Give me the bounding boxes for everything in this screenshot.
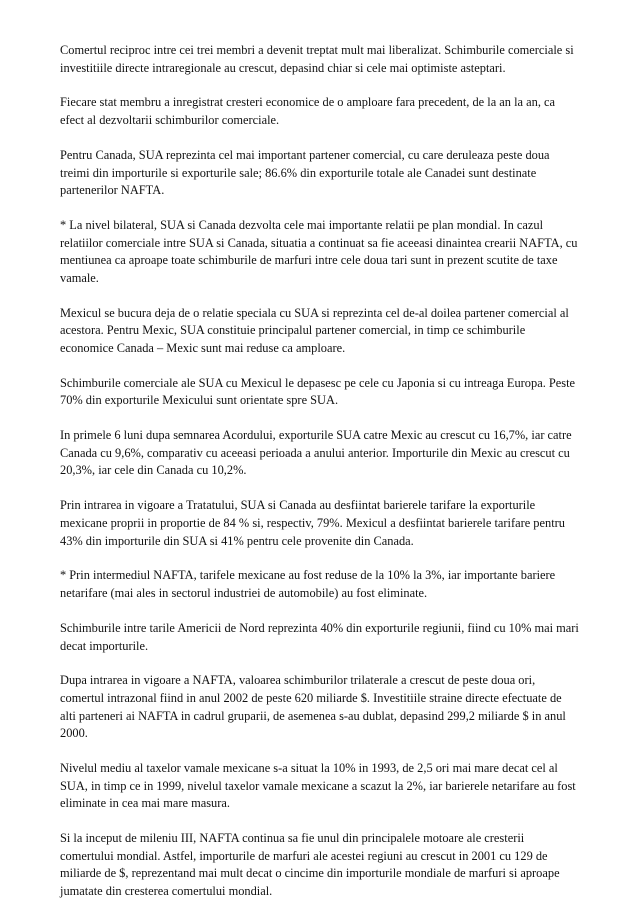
- paragraph-11: Dupa intrarea in vigoare a NAFTA, valoarea schimburilor trilaterale a crescut de peste doua ori, comertul intrazonal fiind in anul 2002 de peste 620 miliarde $. Investitiile straine directe efectuate de alti parteneri ai NAFTA in cadrul gruparii, de asemenea s-au dublat, depasind 299,2 miliarde $ in anul 2000.: [60, 673, 566, 741]
- paragraph-4: * La nivel bilateral, SUA si Canada dezvolta cele mai importante relatii pe plan mondial. In cazul relatiilor comerciale intre SUA si Canada, situatia a continuat sa fie aceeasi dinaintea crearii NAFTA, cu mentiunea ca aproape toate schimburile de marfuri intre cele doua tari sunt in prezent scutite de taxe vamale.: [60, 218, 578, 285]
- paragraph-10: Schimburile intre tarile Americii de Nord reprezinta 40% din exporturile regiunii, fiind cu 10% mai mari decat importurile.: [60, 620, 579, 653]
- paragraph-2: Fiecare stat membru a inregistrat cresteri economice de o amploare fara precedent, de la an la an, ca efect al dezvoltarii schimburilor comerciale.: [60, 95, 556, 128]
- paragraph-6: Schimburile comerciale ale SUA cu Mexicul le depasesc pe cele cu Japonia si cu intreaga Europa. Peste 70% din exporturile Mexicului sunt orientate spre SUA.: [60, 375, 576, 408]
- paragraph-3: Pentru Canada, SUA reprezinta cel mai important partener comercial, cu care deruleaza peste doua treimi din importurile si exporturile sale; 86.6% din exporturile totale ale Canadei sunt destinate partenerilor NAFTA.: [60, 147, 550, 198]
- paragraph-8: Prin intrarea in vigoare a Tratatului, SUA si Canada au desfiintat barierele tarifare la exporturile mexicane proprii in proportie de 84 % si, respectiv, 79%. Mexicul a desfiintat barierele tarifare pentru 43% din importurile din SUA si 41% pentru cele provenite din Canada.: [60, 498, 565, 548]
- paragraph-13: Si la inceput de mileniu III, NAFTA continua sa fie unul din principalele motoare ale cresterii comertului mondial. Astfel, importurile de marfuri ale acestei regiuni au crescut in 2001 cu 129 de miliarde de $, reprezentand mai mult decat o cincime din importurile mondiale de marfuri si aproape jumatate din cresterea comertului mondial.: [60, 831, 560, 898]
- document-page: [60, 42, 580, 918]
- paragraph-7: In primele 6 luni dupa semnarea Acordului, exporturile SUA catre Mexic au crescut cu 16,7%, iar catre Canada cu 9,6%, comparativ cu aceeasi perioada a anului anterior. Importurile din Mexic au crescut cu 20,3%, iar cele din Canada cu 10,2%.: [60, 428, 572, 478]
- paragraph-1: Comertul reciproc intre cei trei membri a devenit treptat mult mai liberalizat. Schimburile comerciale si investitiile directe intraregionale au crescut, depasind chiar si cele mai optimiste asteptari.: [60, 43, 574, 75]
- paragraph-12: Nivelul mediu al taxelor vamale mexicane s-a situat la 10% in 1993, de 2,5 ori mai mare decat cel al SUA, in timp ce in 1999, nivelul taxelor vamale mexicane a scazut la 2%, iar barierele netarifare au fost eliminate in cea mai mare masura.: [60, 761, 576, 811]
- paragraph-9: * Prin intermediul NAFTA, tarifele mexicane au fost reduse de la 10% la 3%, iar importante bariere netarifare (mai ales in sectorul industriei de automobile) au fost eliminate.: [60, 568, 556, 601]
- paragraph-5: Mexicul se bucura deja de o relatie speciala cu SUA si reprezinta cel de-al doilea partener comercial al acestora. Pentru Mexic, SUA constituie principalul partener comercial, in timp ce schimburile economice Canada – Mexic sunt mai reduse ca amploare.: [60, 305, 569, 355]
